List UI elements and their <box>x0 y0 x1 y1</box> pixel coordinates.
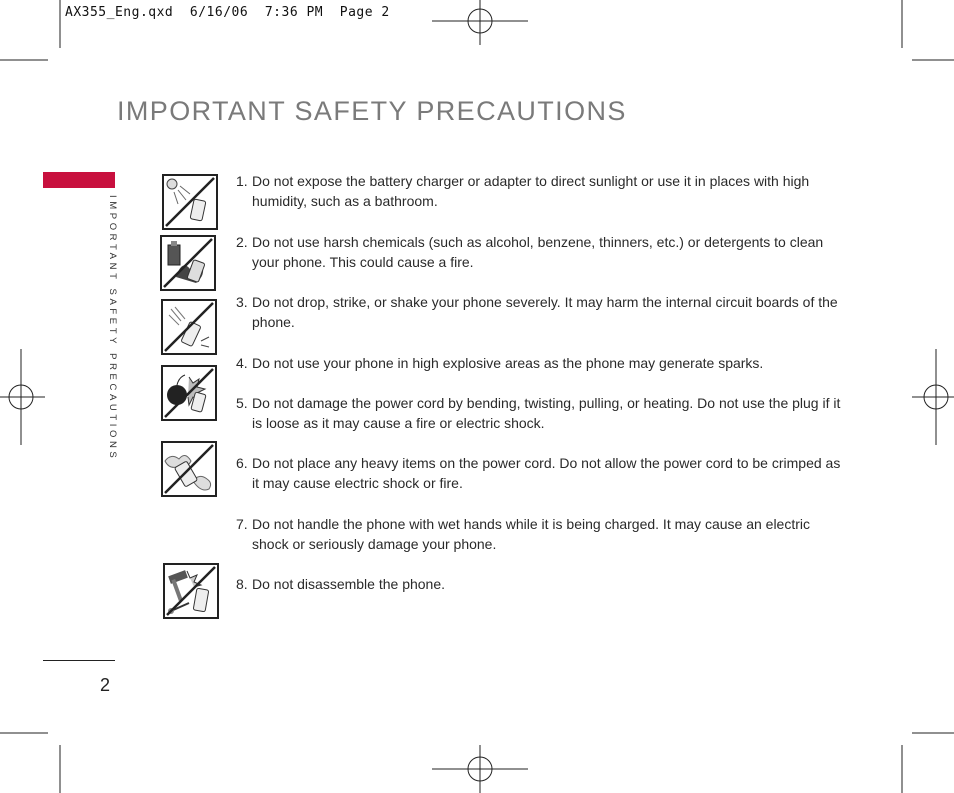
item-number: 7. <box>236 516 248 532</box>
page-number: 2 <box>100 675 111 695</box>
precaution-item <box>236 171 848 211</box>
footer-rule <box>43 660 115 661</box>
no-explosive-icon <box>161 365 217 421</box>
precaution-item <box>236 574 848 594</box>
precaution-item <box>236 453 848 493</box>
registration-mark-right <box>912 349 954 445</box>
item-text: Do not drop, strike, or shake your phone severely. It may harm the internal circuit boards of the phone. <box>252 294 838 330</box>
no-chemicals-icon <box>160 235 216 291</box>
item-number: 8. <box>236 576 248 592</box>
item-number: 4. <box>236 355 248 371</box>
item-number: 5. <box>236 395 248 411</box>
item-text: Do not place any heavy items on the power cord. Do not allow the power cord to be crimped as it may cause electric shock or fire. <box>252 455 841 491</box>
registration-mark-top <box>432 0 528 45</box>
section-tab <box>43 172 115 188</box>
side-section-label: IMPORTANT SAFETY PRECAUTIONS <box>107 195 118 462</box>
registration-mark-bottom <box>432 745 528 793</box>
item-text: Do not use your phone in high explosive areas as the phone may generate sparks. <box>252 355 764 371</box>
item-text: Do not damage the power cord by bending, twisting, pulling, or heating. Do not use the plug if it is loose as it may cause a fire or electric shock. <box>252 395 841 431</box>
item-text: Do not use harsh chemicals (such as alcohol, benzene, thinners, etc.) or detergents to clean your phone. This could cause a fire. <box>252 234 824 270</box>
no-heavy-items-icon <box>161 441 217 497</box>
precaution-item <box>236 353 848 373</box>
precaution-item <box>236 232 848 272</box>
page-title: IMPORTANT SAFETY PRECAUTIONS <box>117 96 627 126</box>
item-number: 2. <box>236 234 248 250</box>
item-text: Do not expose the battery charger or adapter to direct sunlight or use it in places with high humidity, such as a bathroom. <box>252 173 810 209</box>
registration-mark-left <box>0 349 45 445</box>
no-drop-icon <box>161 299 217 355</box>
print-slug: AX355_Eng.qxd 6/16/06 7:36 PM Page 2 <box>65 5 390 20</box>
item-number: 1. <box>236 173 248 189</box>
item-number: 6. <box>236 455 248 471</box>
precaution-item <box>236 292 848 332</box>
item-text: Do not handle the phone with wet hands while it is being charged. It may cause an electric shock or seriously damage your phone. <box>252 516 810 552</box>
item-text: Do not disassemble the phone. <box>252 576 446 592</box>
no-disassemble-icon <box>163 563 219 619</box>
item-number: 3. <box>236 294 248 310</box>
precaution-item <box>236 514 848 554</box>
precaution-item <box>236 393 848 433</box>
no-sunlight-icon <box>162 174 218 230</box>
